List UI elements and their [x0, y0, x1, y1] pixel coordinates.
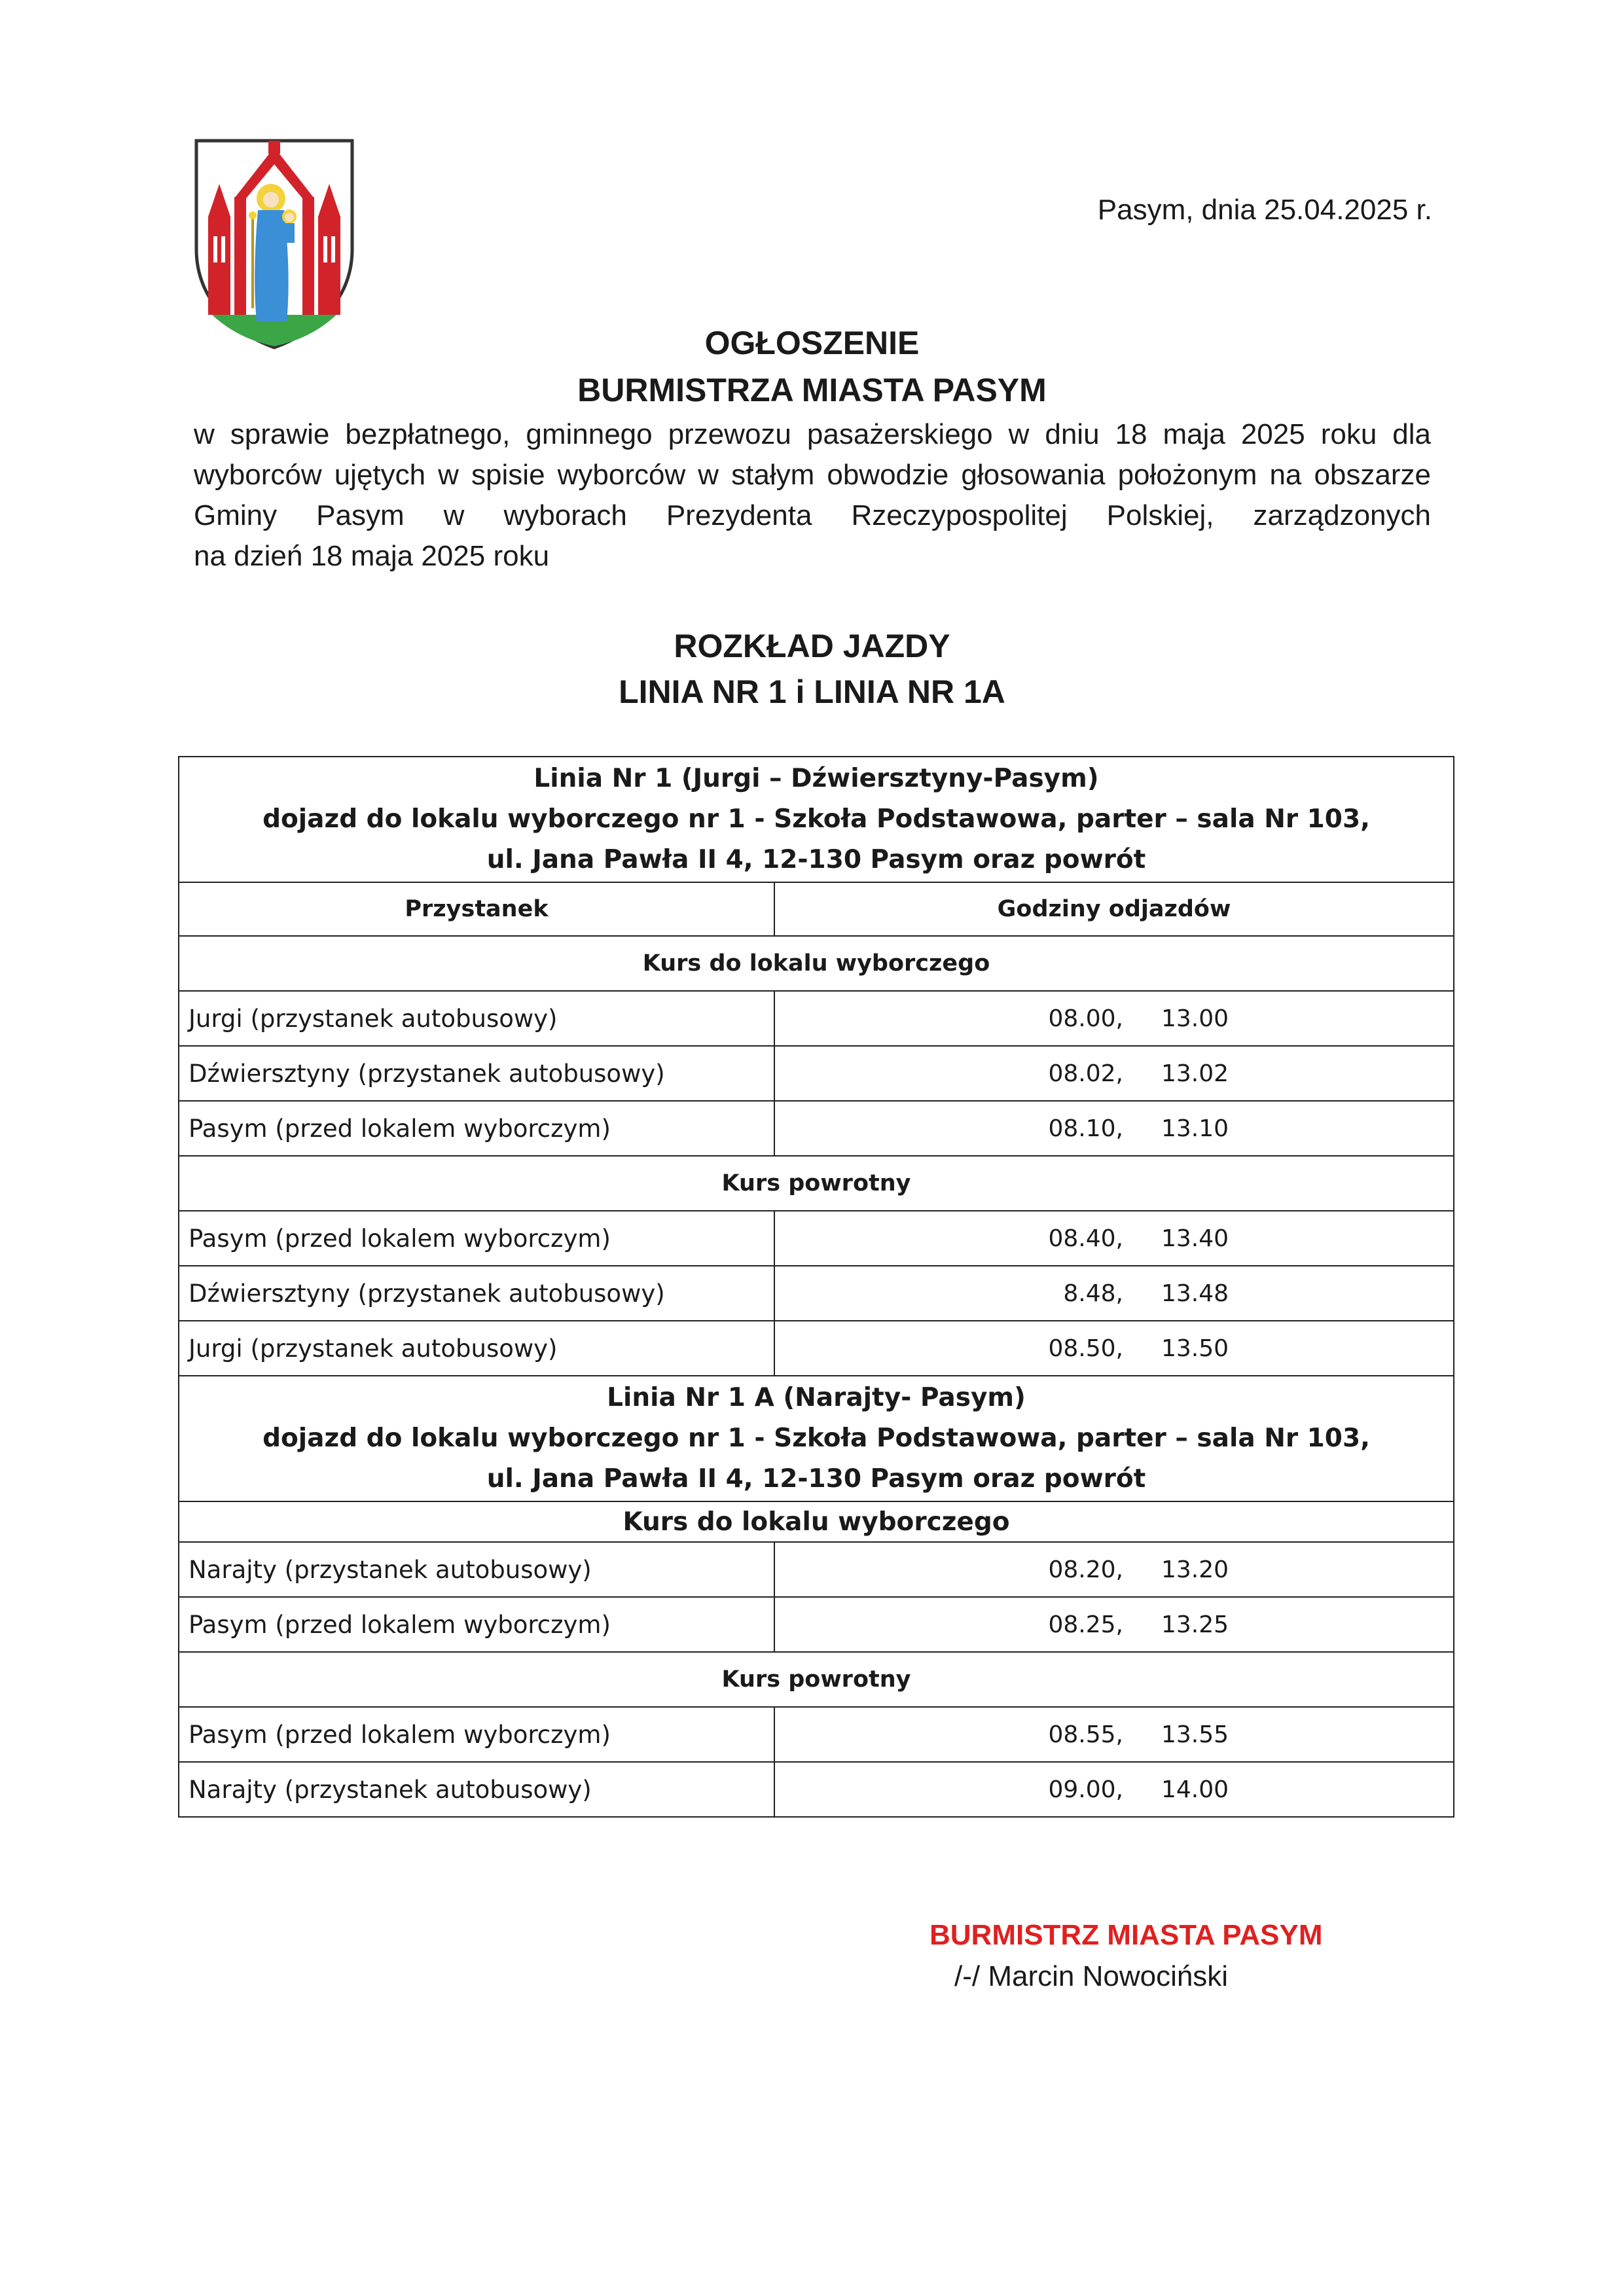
pasym-coat-of-arms-icon [194, 138, 355, 350]
column-header-row [179, 882, 1454, 936]
departure-times: 08.40, 13.40 [774, 1211, 1454, 1266]
stop-name: Jurgi (przystanek autobusowy) [179, 1321, 774, 1376]
section-row [179, 1156, 1454, 1211]
departure-times: 08.00, 13.00 [774, 991, 1454, 1046]
stop-name: Narajty (przystanek autobusowy) [179, 1542, 774, 1597]
line1-address: ul. Jana Pawła II 4, 12-130 Pasym oraz powrót [486, 845, 1146, 874]
table-row [179, 991, 1454, 1046]
departure-times: 08.55, 13.55 [774, 1707, 1454, 1762]
timetable [178, 756, 1454, 1818]
departure-times: 08.50, 13.50 [774, 1321, 1454, 1376]
stop-name: Pasym (przed lokalem wyborczym) [179, 1707, 774, 1762]
line1a-title: Linia Nr 1 A (Narajty- Pasym) [607, 1383, 1026, 1412]
table-row [179, 1542, 1454, 1597]
column-header-times: Godziny odjazdów [774, 882, 1454, 936]
section-row [179, 1652, 1454, 1707]
table-row [179, 1762, 1454, 1817]
signatory-name: /-/ Marcin Nowociński [954, 1960, 1229, 1992]
signatory-office: BURMISTRZ MIASTA PASYM [929, 1919, 1323, 1951]
line1a-destination: dojazd do lokalu wyborczego nr 1 - Szkoła Podstawowa, parter – sala Nr 103, [262, 1424, 1370, 1453]
intro-paragraph-end: na dzień 18 maja 2025 roku [194, 540, 550, 572]
departure-times: 08.10, 13.10 [774, 1101, 1454, 1156]
line1-outbound-label: Kurs do lokalu wyborczego [179, 936, 1454, 991]
line1-return-label: Kurs powrotny [179, 1156, 1454, 1211]
section-row [179, 1501, 1454, 1542]
table-row [179, 1707, 1454, 1762]
announcement-author: BURMISTRZA MIASTA PASYM [577, 372, 1047, 408]
table-row [179, 1211, 1454, 1266]
line1a-header-row [179, 1376, 1454, 1501]
table-row [179, 1266, 1454, 1321]
schedule-title: ROZKŁAD JAZDY [674, 628, 950, 664]
departure-times: 08.20, 13.20 [774, 1542, 1454, 1597]
column-header-stop: Przystanek [179, 882, 774, 936]
stop-name: Narajty (przystanek autobusowy) [179, 1762, 774, 1817]
table-row [179, 1321, 1454, 1376]
table-row [179, 1046, 1454, 1101]
announcement-title: OGŁOSZENIE [704, 325, 920, 361]
stop-name: Dźwiersztyny (przystanek autobusowy) [179, 1046, 774, 1101]
intro-paragraph: w sprawie bezpłatnego, gminnego przewozu pasażerskiego w dniu 18 maja 2025 roku dla wyborców ujętych w spisie wyborców w stałym obwodzie głosowania położonym na obszarze Gminy Pasym w wyborach Prezydenta Rzeczypospolitej Polskiej, zarządzonych [194, 418, 1431, 531]
departure-times: 08.25, 13.25 [774, 1597, 1454, 1652]
stop-name: Pasym (przed lokalem wyborczym) [179, 1211, 774, 1266]
line1a-return-label: Kurs powrotny [179, 1652, 1454, 1707]
departure-times: 09.00, 14.00 [774, 1762, 1454, 1817]
departure-times: 08.02, 13.02 [774, 1046, 1454, 1101]
date-line: Pasym, dnia 25.04.2025 r. [1097, 194, 1432, 226]
line1a-address: ul. Jana Pawła II 4, 12-130 Pasym oraz powrót [486, 1464, 1146, 1494]
table-row [179, 1101, 1454, 1156]
stop-name: Pasym (przed lokalem wyborczym) [179, 1597, 774, 1652]
line1-header-row [179, 757, 1454, 882]
stop-name: Pasym (przed lokalem wyborczym) [179, 1101, 774, 1156]
line1a-outbound-label: Kurs do lokalu wyborczego [179, 1501, 1454, 1542]
stop-name: Dźwiersztyny (przystanek autobusowy) [179, 1266, 774, 1321]
schedule-subtitle: LINIA NR 1 i LINIA NR 1A [619, 673, 1005, 710]
stop-name: Jurgi (przystanek autobusowy) [179, 991, 774, 1046]
departure-times: 8.48, 13.48 [774, 1266, 1454, 1321]
line1-destination: dojazd do lokalu wyborczego nr 1 - Szkoła Podstawowa, parter – sala Nr 103, [262, 804, 1370, 834]
table-row [179, 1597, 1454, 1652]
line1-title: Linia Nr 1 (Jurgi – Dźwiersztyny-Pasym) [533, 764, 1099, 793]
section-row [179, 936, 1454, 991]
